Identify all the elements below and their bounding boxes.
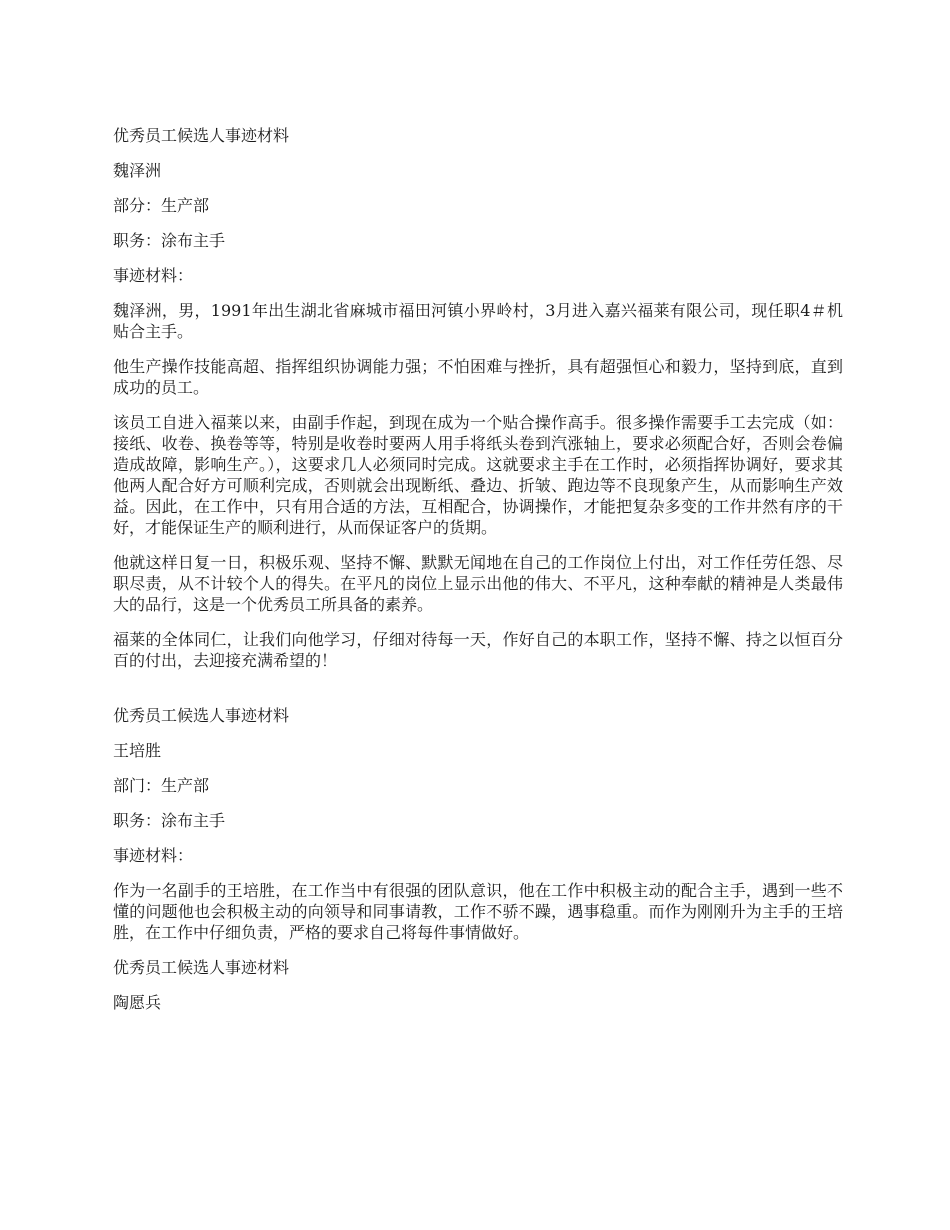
section1-title: 优秀员工候选人事迹材料 (113, 126, 290, 145)
section1-paragraph-4: 他就这样日复一日，积极乐观、坚持不懈、默默无闻地在自己的工作岗位上付出，对工作任劳任怨、尽职尽责，从不计较个人的得失。在平凡的岗位上显示出他的伟大、不平凡，这种奉献的精神是人类最伟大的品行，这是一个优秀员工所具备的素养。 (113, 553, 843, 614)
section1-paragraph-3: 该员工自进入福莱以来，由副手作起，到现在成为一个贴合操作高手。很多操作需要手工去完成（如：接纸、收卷、换卷等等，特别是收卷时要两人用手将纸头卷到汽涨轴上，要求必须配合好，否则会卷偏造成故障，影响生产。），这要求几人必须同时完成。这就要求主手在工作时，必须指挥协调好，要求其他两人配合好方可顺利完成，否则就会出现断纸、叠边、折皱、跑边等不良现象产生，从而影响生产效益。因此，在工作中，只有用合适的方法，互相配合，协调操作，才能把复杂多变的工作井然有序的干好，才能保证生产的顺利进行，从而保证客户的货期。 (113, 413, 843, 537)
section1-paragraph-1: 魏泽洲，男，1991年出生湖北省麻城市福田河镇小界岭村，3月进入嘉兴福莱有限公司，现任职4＃机贴合主手。 (113, 301, 843, 341)
section2-title: 优秀员工候选人事迹材料 (113, 706, 290, 725)
section2-deeds-label: 事迹材料： (113, 846, 194, 865)
document-body (113, 125, 843, 1027)
section2-paragraph-1: 作为一名副手的王培胜，在工作当中有很强的团队意识，他在工作中积极主动的配合主手，遇到一些不懂的问题他也会积极主动的向领导和同事请教，工作不骄不躁，遇事稳重。而作为刚刚升为主手的王培胜，在工作中仔细负责，严格的要求自己将每件事情做好。 (113, 881, 843, 942)
section1-position: 职务：涂布主手 (113, 231, 226, 250)
section1-department: 部分：生产部 (113, 196, 210, 215)
section1-paragraph-5: 福莱的全体同仁，让我们向他学习，仔细对待每一天，作好自己的本职工作，坚持不懈、持之以恒百分百的付出，去迎接充满希望的！ (113, 630, 843, 670)
section2-department: 部门：生产部 (113, 776, 210, 795)
section1-candidate-name: 魏泽洲 (113, 161, 162, 180)
section1-paragraph-2: 他生产操作技能高超、指挥组织协调能力强；不怕困难与挫折，具有超强恒心和毅力，坚持到底，直到成功的员工。 (113, 357, 843, 397)
section1-deeds-label: 事迹材料： (113, 266, 194, 285)
section3-candidate-name: 陶愿兵 (113, 993, 162, 1012)
section2-position: 职务：涂布主手 (113, 811, 226, 830)
section2-candidate-name: 王培胜 (113, 741, 162, 760)
section3-title: 优秀员工候选人事迹材料 (113, 958, 290, 977)
